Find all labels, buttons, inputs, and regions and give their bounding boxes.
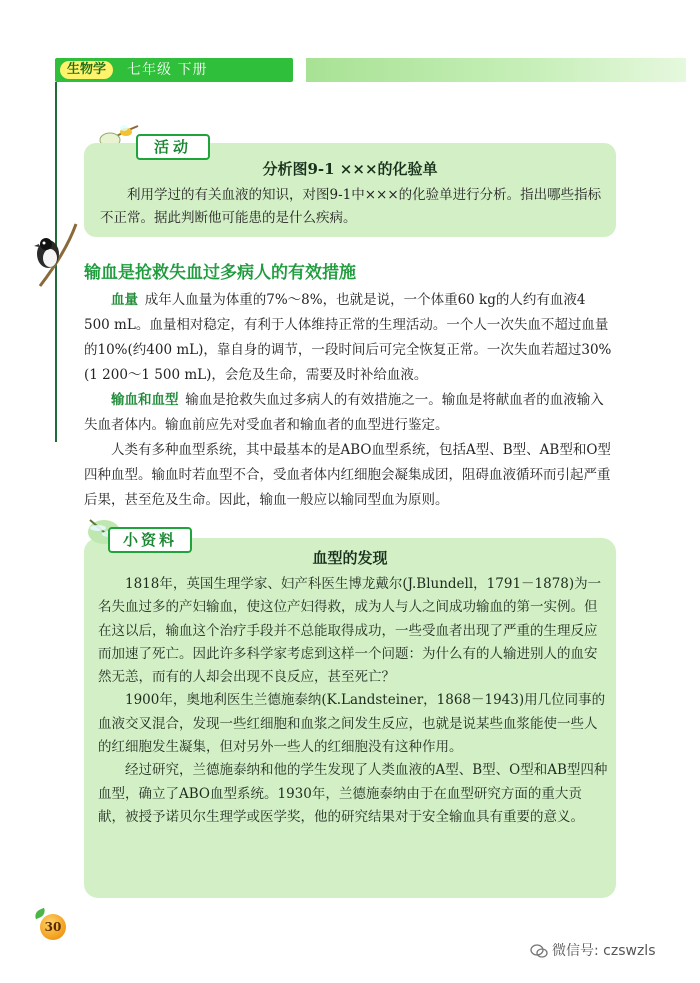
keyword: 血量 xyxy=(111,292,138,308)
grade-label: 七年级 下册 xyxy=(127,62,208,78)
paragraph-text: 成年人血量为体重的7%～8%，也就是说，一个体重60 kg的人约有血液4 500 mL。血量相对稳定，有利于人体维持正常的生理活动。一个人一次失血不超过血量的10%(约400 mL)，靠自身的调节，一段时间后可完全恢复正常。一次失血若超过30%(1 200～1 500 mL)，会危及生命，需要及时补给血液。 xyxy=(84,292,612,383)
paragraph: 经过研究，兰德施泰纳和他的学生发现了人类血液的A型、B型、O型和AB型四种血型，确立了ABO血型系统。1930年，兰德施泰纳由于在血型研究方面的重大贡献，被授予诺贝尔生理学或医学奖，他的研究结果对于安全输血具有重要的意义。 xyxy=(98,762,608,825)
wechat-icon xyxy=(530,943,548,959)
section-title: 输血是抢救失血过多病人的有效措施 xyxy=(84,263,356,283)
paragraph: 1900年，奥地利医生兰德施泰纳(K.Landsteiner，1868－1943)用几位同事的血液交叉混合，发现一些红细胞和血浆之间发生反应，也就是说某些血浆能使一些人的红细胞发生凝集，但对另外一些人的红细胞没有这种作用。 xyxy=(98,692,606,756)
paragraph: 1818年，英国生理学家、妇产科医生博龙戴尔(J.Blundell，1791－1878)为一名失血过多的产妇输血，使这位产妇得救，成为人与人之间成功输血的第一实例。但在这以后，输血这个治疗手段并不总能取得成功，一些受血者出现了严重的生理反应而加速了死亡。因此许多科学家考虑到这样一个问题：为什么有的人输进别人的血安然无恙，而有的人却会出现不良反应，甚至死亡？ xyxy=(98,576,602,686)
section-body xyxy=(84,288,612,513)
activity-title: 分析图9-1 ×××的化验单 xyxy=(262,160,438,178)
bird-icon xyxy=(26,222,80,288)
activity-body: 利用学过的有关血液的知识，对图9-1中×××的化验单进行分析。指出哪些指标不正常。据此判断他可能患的是什么疾病。 xyxy=(100,187,602,226)
paragraph xyxy=(84,388,612,438)
watermark xyxy=(530,940,656,960)
info-tab: 小资料 xyxy=(108,527,192,553)
info-body xyxy=(98,573,608,829)
paragraph: 人类有多种血型系统，其中最基本的是ABO血型系统，包括A型、B型、AB型和O型四种血型。输血时若血型不合，受血者体内红细胞会凝集成团，阻碍血液循环而引起严重后果，甚至危及生命。因此，输血一般应以输同型血为原则。 xyxy=(84,442,611,508)
paragraph xyxy=(84,288,612,388)
watermark-text: 微信号: czswzls xyxy=(552,943,656,959)
activity-tab: 活动 xyxy=(136,134,210,160)
page-number: 30 xyxy=(40,914,66,940)
keyword: 输血和血型 xyxy=(111,392,179,408)
info-title: 血型的发现 xyxy=(312,549,388,567)
header-bar xyxy=(55,58,293,82)
paragraph-text: 输血是抢救失血过多病人的有效措施之一。输血是将献血者的血液输入失血者体内。输血前应先对受血者和输血者的血型进行鉴定。 xyxy=(84,392,604,433)
subject-label: 生物学 xyxy=(60,61,113,79)
header-gradient-bar xyxy=(306,58,686,82)
